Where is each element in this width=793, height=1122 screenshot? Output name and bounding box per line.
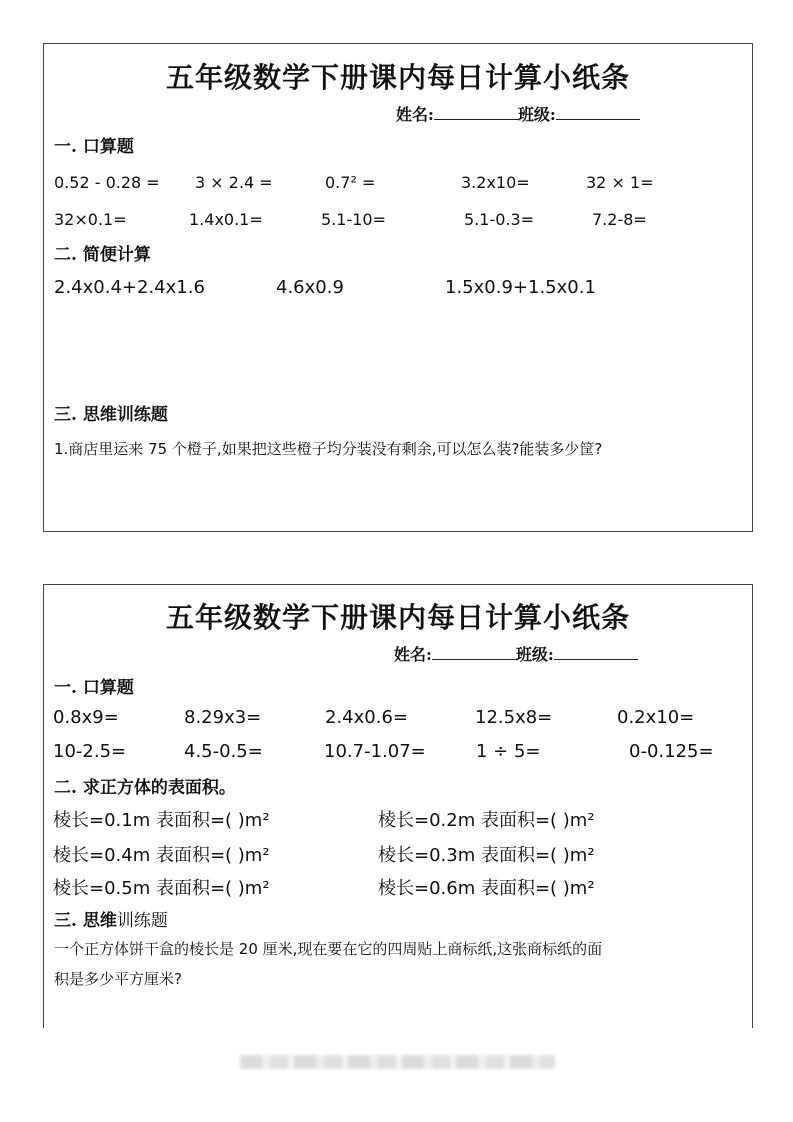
section-heading-oral: 一. 口算题 <box>54 137 134 157</box>
simplify-problem: 2.4x0.4+2.4x1.6 <box>54 277 205 298</box>
oral-problem: 5.1-0.3= <box>464 210 535 229</box>
class-blank[interactable] <box>554 643 638 660</box>
worksheet-card-1 <box>43 43 753 532</box>
section-heading-oral: 一. 口算题 <box>54 678 134 698</box>
oral-problem: 10-2.5= <box>53 741 127 762</box>
word-problem: 1.商店里运来 75 个橙子,如果把这些橙子均分装没有剩余,可以怎么装?能装多少筐? <box>54 440 603 458</box>
worksheet-card-2 <box>43 584 753 1028</box>
heading-light-part: 训练题 <box>116 911 168 931</box>
oral-problem: 0-0.125= <box>629 741 714 762</box>
oral-problem: 0.8x9= <box>53 707 119 728</box>
name-blank[interactable] <box>434 103 518 120</box>
section-heading-thinking: 三. 思维训练题 <box>54 405 168 425</box>
word-problem-line-2: 积是多少平方厘米? <box>54 970 182 988</box>
cube-problem: 棱长=0.4m 表面积=( )m² <box>53 845 270 866</box>
word-problem-line-1: 一个正方体饼干盒的棱长是 20 厘米,现在要在它的四周贴上商标纸,这张商标纸的面 <box>54 940 603 958</box>
name-label: 姓名: <box>394 645 432 664</box>
oral-problem: 8.29x3= <box>184 707 262 728</box>
oral-problem: 5.1-10= <box>321 210 386 229</box>
oral-problem: 32×0.1= <box>54 210 127 229</box>
name-class-bar <box>394 642 638 665</box>
heading-bold-part: 三. 思维 <box>54 911 117 931</box>
simplify-problem: 4.6x0.9 <box>276 277 344 298</box>
cube-problem: 棱长=0.5m 表面积=( )m² <box>53 878 270 899</box>
oral-problem: 0.7² = <box>325 173 376 192</box>
class-label: 班级: <box>517 105 556 124</box>
blurred-footer-watermark <box>240 1055 555 1069</box>
oral-problem: 3 × 2.4 = <box>195 173 273 192</box>
oral-problem: 1.4x0.1= <box>189 210 263 229</box>
cube-problem: 棱长=0.2m 表面积=( )m² <box>378 810 595 831</box>
worksheet-title: 五年级数学下册课内每日计算小纸条 <box>165 601 630 634</box>
name-blank[interactable] <box>432 643 516 660</box>
cube-problem: 棱长=0.3m 表面积=( )m² <box>378 845 595 866</box>
oral-problem: 12.5x8= <box>475 707 553 728</box>
oral-problem: 32 × 1= <box>586 173 654 192</box>
name-label: 姓名: <box>396 105 434 124</box>
cube-problem: 棱长=0.1m 表面积=( )m² <box>53 810 270 831</box>
oral-problem: 3.2x10= <box>461 173 530 192</box>
section-heading-thinking <box>54 906 168 931</box>
oral-problem: 0.2x10= <box>617 707 695 728</box>
name-class-bar <box>396 102 640 125</box>
cube-problem: 棱长=0.6m 表面积=( )m² <box>378 878 595 899</box>
oral-problem: 10.7-1.07= <box>324 741 426 762</box>
oral-problem: 4.5-0.5= <box>184 741 263 762</box>
oral-problem: 0.52 - 0.28 = <box>54 173 160 192</box>
oral-problem: 1 ÷ 5= <box>476 741 541 762</box>
worksheet-title: 五年级数学下册课内每日计算小纸条 <box>165 61 630 94</box>
oral-problem: 2.4x0.6= <box>325 707 408 728</box>
oral-problem: 7.2-8= <box>592 210 647 229</box>
class-label: 班级: <box>515 645 554 664</box>
section-heading-simplify: 二. 简便计算 <box>54 245 151 265</box>
section-heading-cube: 二. 求正方体的表面积。 <box>54 778 236 798</box>
simplify-problem: 1.5x0.9+1.5x0.1 <box>445 277 596 298</box>
class-blank[interactable] <box>556 103 640 120</box>
